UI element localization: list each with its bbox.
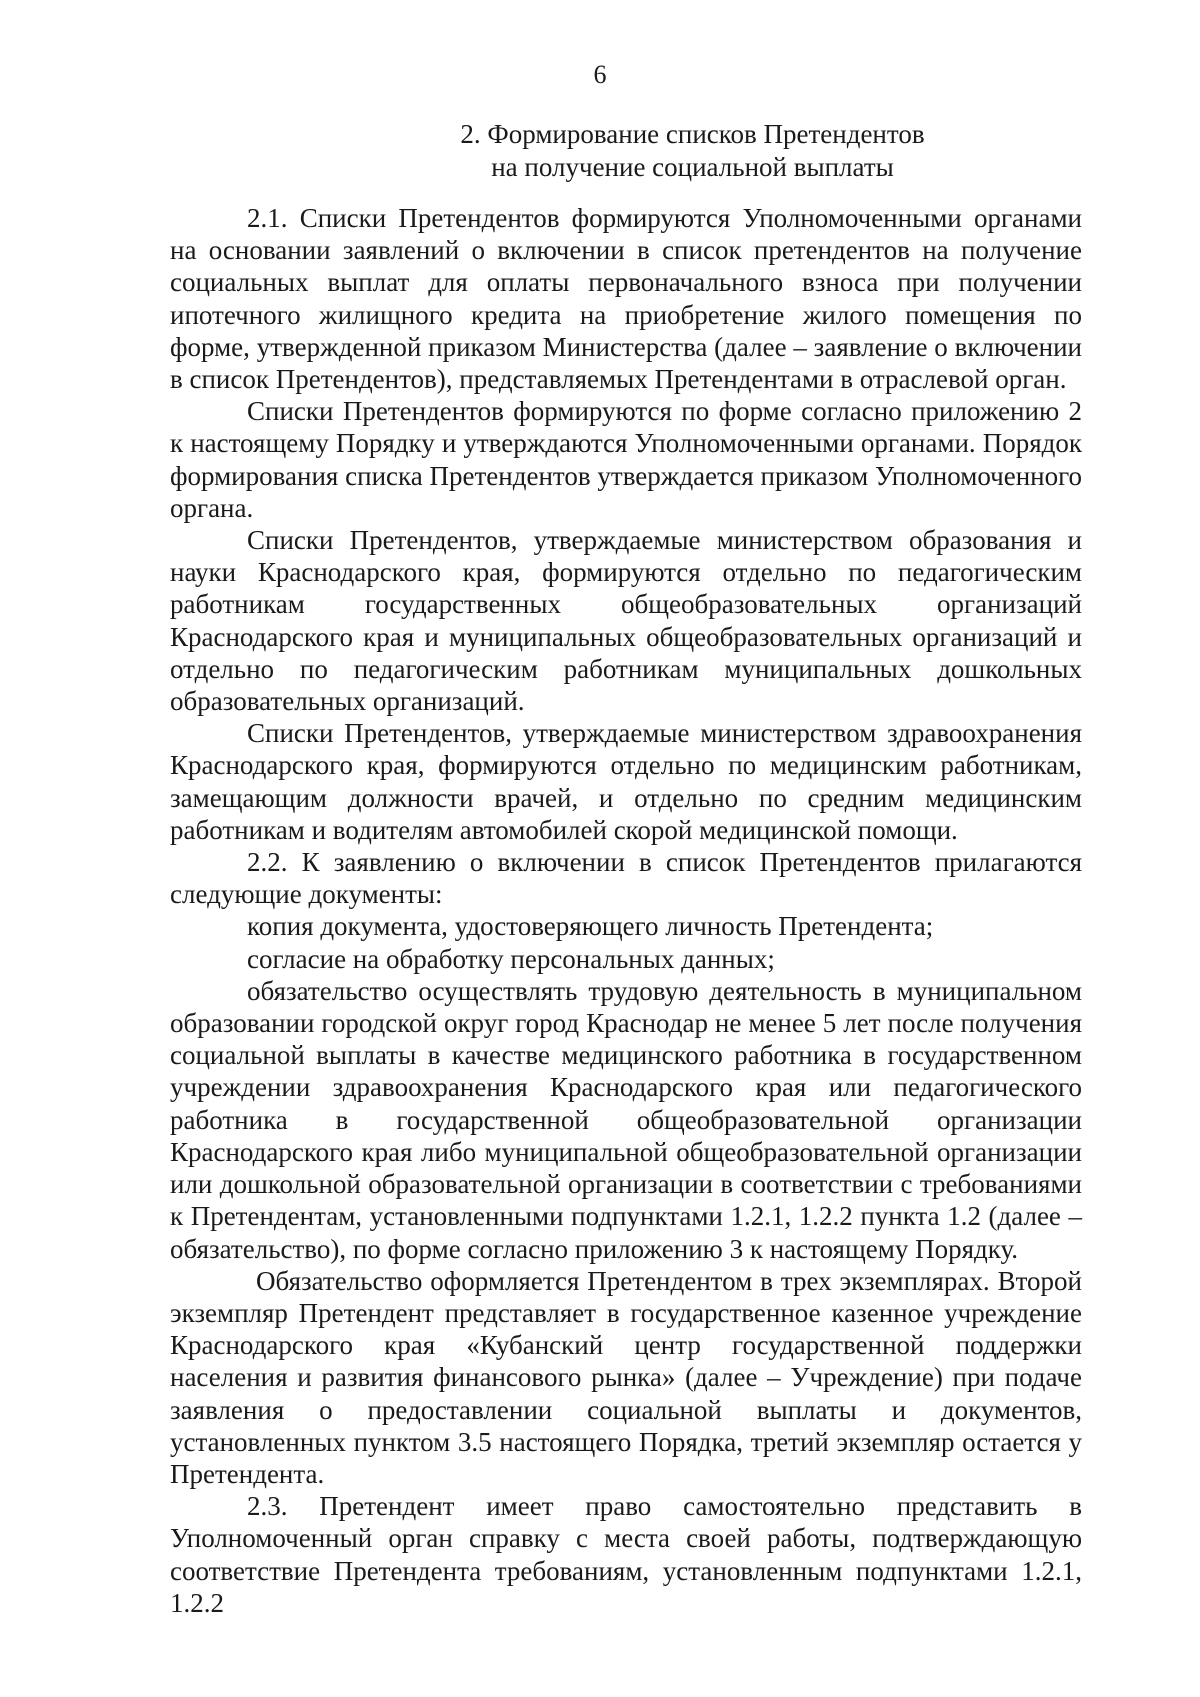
list-item-personal-data-consent: согласие на обработку персональных данных; bbox=[247, 943, 775, 974]
paragraph-lists-education: Списки Претендентов, утверждаемые министерством образования и науки Краснодарского края, формируются отдельно по педагогическим работникам государственных общеобразовательных организаций Краснодарского края и муниципальных общеобразовательных организаций и отдельно по педагогическим работникам муниципальных дошкольных образовательных организаций. bbox=[170, 525, 1082, 717]
paragraph-lists-health: Списки Претендентов, утверждаемые министерством здравоохранения Краснодарского края, формируются отдельно по медицинским работникам, замещающим должности врачей, и отдельно по средним медицинским работникам и водителям автомобилей скорой медицинской помощи. bbox=[170, 718, 1082, 845]
paragraph-2-2: 2.2. К заявлению о включении в список Претендентов прилагаются следующие документы: bbox=[170, 847, 1082, 910]
paragraph-2-3: 2.3. Претендент имеет право самостоятельно представить в Уполномоченный орган справку с места своей работы, подтверждающую соответствие Претендента требованиям, установленным подпунктами 1.2.1, 1.2.2 bbox=[170, 1491, 1082, 1618]
section-title bbox=[400, 118, 985, 184]
paragraph-lists-form: Списки Претендентов формируются по форме согласно приложению 2 к настоящему Порядку и утверждаются Уполномоченными органами. Порядок формирования списка Претендентов утверждается приказом Уполномоченного органа. bbox=[170, 396, 1082, 523]
paragraph-obligation-copies: Обязательство оформляется Претендентом в трех экземплярах. Второй экземпляр Претендент представляет в государственное казенное учреждение Краснодарского края «Кубанский центр государственной поддержки населения и развития финансового рынка» (далее – Учреждение) при подаче заявления о предоставлении социальной выплаты и документов, установленных пунктом 3.5 настоящего Порядка, третий экземпляр остается у Претендента. bbox=[170, 1265, 1082, 1489]
list-item-obligation: обязательство осуществлять трудовую деятельность в муниципальном образовании городской округ город Краснодар не менее 5 лет после получения социальной выплаты в качестве медицинского работника в государственном учреждении здравоохранения Краснодарского края или педагогического работника в государственной общеобразовательной организации Краснодарского края либо муниципальной общеобразовательной организации или дошкольной образовательной организации в соответствии с требованиями к Претендентам, установленными подпунктами 1.2.1, 1.2.2 пункта 1.2 (далее – обязательство), по форме согласно приложению 3 к настоящему Порядку. bbox=[170, 975, 1082, 1264]
section-title-line-2: на получение социальной выплаты bbox=[491, 152, 894, 182]
page-number: 6 bbox=[593, 60, 607, 89]
section-title-line-1: 2. Формирование списков Претендентов bbox=[460, 119, 925, 149]
paragraph-2-1: 2.1. Списки Претендентов формируются Уполномоченными органами на основании заявлений о включении в список претендентов на получение социальных выплат для оплаты первоначального взноса при получении ипотечного жилищного кредита на приобретение жилого помещения по форме, утвержденной приказом Министерства (далее – заявление о включении в список Претендентов), представляемых Претендентами в отраслевой орган. bbox=[170, 203, 1082, 395]
body-text bbox=[170, 202, 1082, 1619]
list-item-identity-document: копия документа, удостоверяющего личность Претендента; bbox=[247, 911, 934, 942]
